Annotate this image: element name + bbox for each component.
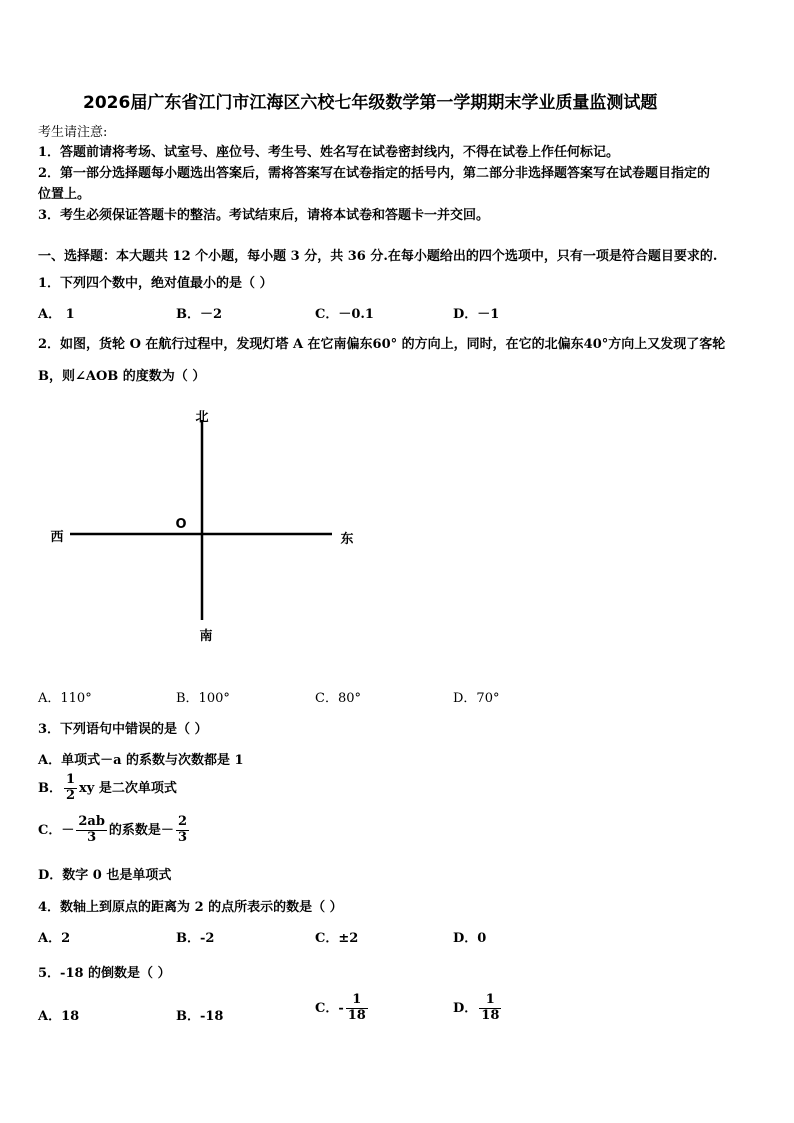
fraction-one-eighteenth: $\frac{1}{18}$	[481, 992, 500, 1023]
notice-item-2-line-1: 2．第一部分选择题每小题选出答案后，需将答案写在试卷指定的括号内，第二部分非选择题答案写在试卷题目指定的	[38, 166, 711, 181]
question-5-option-c	[315, 993, 370, 1024]
south-label: 南	[199, 629, 213, 644]
compass-diagram	[40, 400, 380, 650]
question-5-option-c-prefix: C．-	[315, 1000, 344, 1016]
notice-item-2-line-2: 位置上。	[38, 187, 91, 202]
notice-item-3: 3．考生必须保证答题卡的整洁。考试结束后，请将本试卷和答题卡一并交回。	[38, 208, 490, 223]
question-4-option-a: A．2	[38, 931, 71, 946]
question-1-option-c: C．－0.1	[315, 307, 374, 322]
question-5-option-a: A．18	[38, 1009, 80, 1024]
question-3-stem: 3．下列语句中错误的是（ ）	[38, 722, 208, 737]
question-5-option-d	[453, 993, 503, 1024]
fraction-one-eighteenth-negative: $\frac{1}{18}$	[347, 992, 366, 1023]
question-3-option-b-suffix: xy 是二次单项式	[79, 780, 177, 796]
fraction-2ab-over-3: $\frac{2ab}{3}$	[78, 814, 105, 845]
north-label: 北	[195, 410, 209, 425]
question-3-option-d: D．数字 0 也是单项式	[38, 868, 172, 883]
notice-item-1: 1．答题前请将考场、试室号、座位号、考生号、姓名写在试卷密封线内，不得在试卷上作任何标记。	[38, 145, 620, 160]
page-title: 2026届广东省江门市江海区六校七年级数学第一学期期末学业质量监测试题	[83, 93, 658, 113]
question-3-option-c	[38, 815, 191, 846]
question-2-stem-line-1: 2．如图，货轮 O 在航行过程中，发现灯塔 A 在它南偏东60° 的方向上，同时，在它的北偏东40°方向上又发现了客轮	[38, 337, 726, 352]
question-2-option-b: B．100°	[176, 691, 230, 706]
question-2-option-a: A．110°	[38, 691, 92, 706]
notice-heading: 考生请注意:	[38, 125, 108, 140]
question-2-option-d: D．70°	[453, 691, 500, 706]
question-3-option-c-prefix: C．－	[38, 822, 75, 838]
question-4-stem: 4．数轴上到原点的距离为 2 的点所表示的数是（ ）	[38, 900, 343, 915]
question-1-stem: 1．下列四个数中，绝对值最小的是（ ）	[38, 276, 273, 291]
question-5-option-d-prefix: D．	[453, 1000, 478, 1016]
section-heading: 一、选择题：本大题共 12 个小题，每小题 3 分，共 36 分.在每小题给出的四个选项中，只有一项是符合题目要求的.	[38, 249, 718, 264]
question-5-stem: 5．-18 的倒数是（ ）	[38, 966, 171, 981]
fraction-one-half: $\frac{1}{2}$	[66, 772, 76, 803]
east-label: 东	[340, 532, 354, 547]
fraction-two-thirds: $\frac{2}{3}$	[177, 814, 187, 845]
question-1-option-a: A． 1	[38, 307, 75, 322]
origin-label: O	[175, 517, 187, 532]
question-1-option-d: D．－1	[453, 307, 500, 322]
question-3-option-b-prefix: B．	[38, 780, 62, 796]
question-4-option-c: C．±2	[315, 931, 359, 946]
question-3-option-c-middle: 的系数是－	[108, 822, 174, 838]
question-5-option-b: B．-18	[176, 1009, 224, 1024]
question-1-option-b: B．－2	[176, 307, 223, 322]
question-4-option-d: D．0	[453, 931, 487, 946]
question-2-option-c: C．80°	[315, 691, 361, 706]
question-4-option-b: B．-2	[176, 931, 215, 946]
west-label: 西	[50, 530, 64, 545]
question-3-option-b	[38, 773, 177, 804]
question-3-option-a: A．单项式－a 的系数与次数都是 1	[38, 753, 244, 768]
question-2-stem-line-2: B，则∠AOB 的度数为（ ）	[38, 369, 206, 384]
